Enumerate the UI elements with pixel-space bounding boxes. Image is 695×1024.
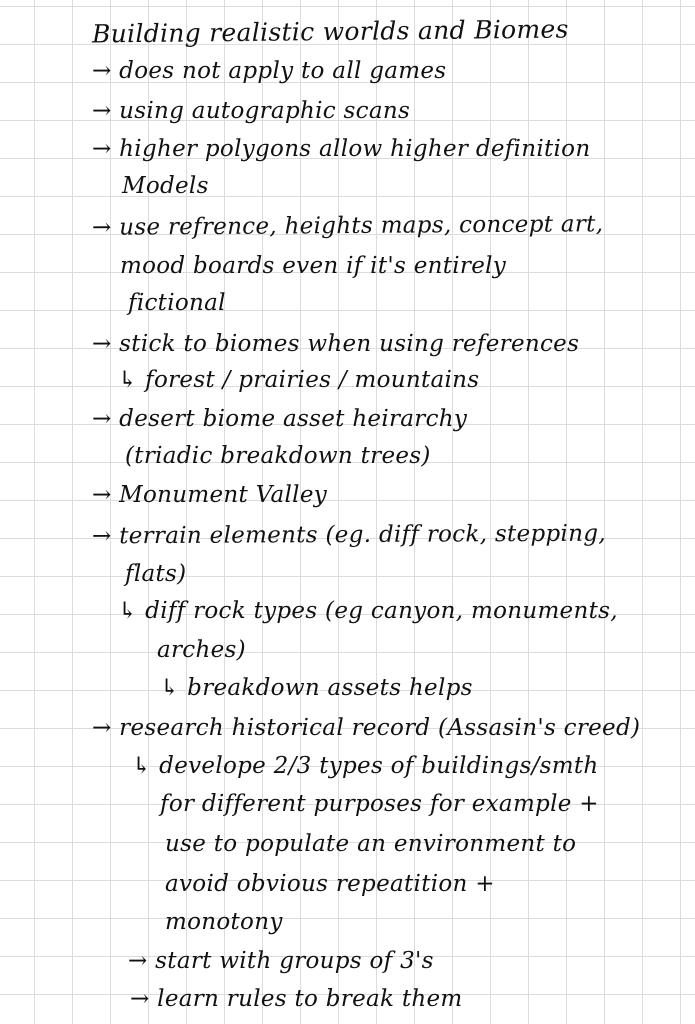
note-line: → start with groups of 3's [128,948,434,974]
note-line: Models [122,173,209,199]
note-line: → desert biome asset heirarchy [92,406,468,432]
note-line: → higher polygons allow higher definition [92,136,591,162]
note-line: fictional [128,290,226,316]
note-line: → using autographic scans [92,98,411,124]
note-line: use to populate an environment to [165,831,577,857]
note-line: for different purposes for example + [160,791,599,817]
note-line: → stick to biomes when using references [92,331,580,357]
note-line: → terrain elements (eg. diff rock, stepping, [91,520,606,550]
note-line: flats) [125,561,187,587]
note-line: ↳ diff rock types (eg canyon, monuments, [118,598,618,624]
note-line: monotony [165,909,283,935]
note-line: ↳ breakdown assets helps [160,675,473,701]
note-line: → research historical record (Assasin's creed) [92,715,641,741]
note-line: → Monument Valley [92,482,328,508]
note-line: avoid obvious repeatition + [165,871,495,897]
note-line: ↳ forest / prairies / mountains [118,367,480,393]
note-title: Building realistic worlds and Biomes [91,14,569,49]
note-line: (triadic breakdown trees) [125,443,431,469]
note-line: → does not apply to all games [92,58,447,84]
note-line: → use refrence, heights maps, concept art, [91,211,604,241]
note-line: ↳ develope 2/3 types of buildings/smth [132,753,599,779]
note-line: mood boards even if it's entirely [120,253,507,279]
note-line: arches) [157,637,246,663]
note-line: → learn rules to break them [130,986,463,1012]
